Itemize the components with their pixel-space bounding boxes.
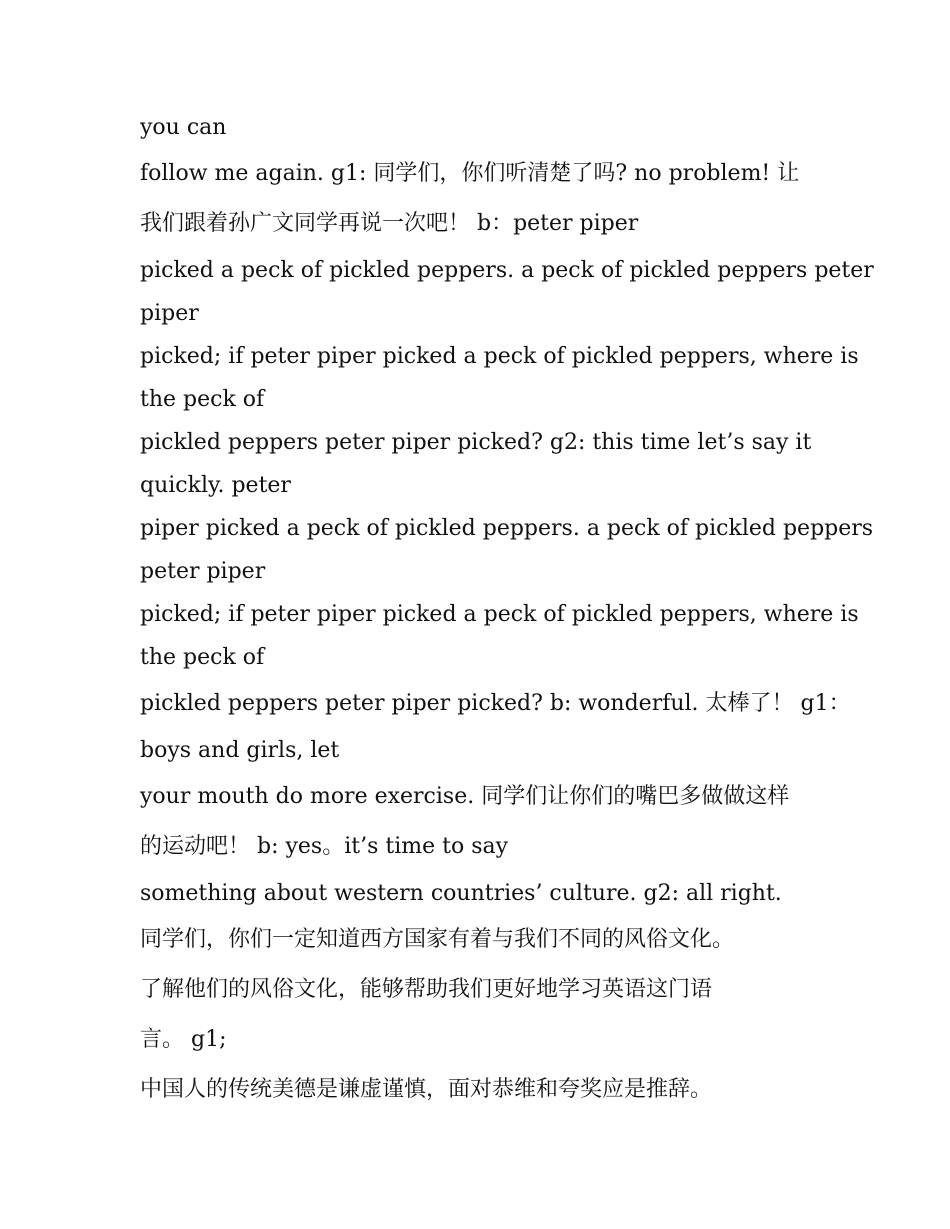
- text-line: piper: [140, 301, 199, 326]
- text-line: you can: [140, 115, 227, 140]
- text-line: 中国人的传统美德是谦虚谨慎，面对恭维和夸奖应是推辞。: [140, 1077, 713, 1102]
- text-line: picked; if peter piper picked a peck of pickled peppers, where is: [140, 344, 859, 369]
- text-line: 言。 g1;: [140, 1027, 227, 1052]
- text-line: 的运动吧！ b: yes。it’s time to say: [140, 834, 509, 859]
- text-line: quickly. peter: [140, 473, 291, 498]
- text-line: 了解他们的风俗文化，能够帮助我们更好地学习英语这门语: [140, 977, 713, 1002]
- text-line: your mouth do more exercise. 同学们让你们的嘴巴多做做这样: [140, 784, 790, 809]
- text-line: something about western countries’ culture. g2: all right.: [140, 881, 782, 906]
- text-line: 我们跟着孙广文同学再说一次吧！ b：peter piper: [140, 211, 639, 236]
- text-line: pickled peppers peter piper picked? b: wonderful. 太棒了！ g1：: [140, 691, 851, 716]
- text-line: follow me again. g1: 同学们，你们听清楚了吗? no problem! 让: [140, 161, 800, 186]
- text-line: pickled peppers peter piper picked? g2: this time let’s say it: [140, 430, 812, 455]
- text-line: picked a peck of pickled peppers. a peck of pickled peppers peter: [140, 258, 874, 283]
- text-line: piper picked a peck of pickled peppers. a peck of pickled peppers: [140, 516, 874, 541]
- document-body: [140, 106, 874, 1115]
- text-line: peter piper: [140, 559, 266, 584]
- text-line: boys and girls, let: [140, 738, 340, 763]
- text-line: the peck of: [140, 645, 265, 670]
- text-line: 同学们，你们一定知道西方国家有着与我们不同的风俗文化。: [140, 927, 735, 952]
- text-line: picked; if peter piper picked a peck of pickled peppers, where is: [140, 602, 859, 627]
- text-line: the peck of: [140, 387, 265, 412]
